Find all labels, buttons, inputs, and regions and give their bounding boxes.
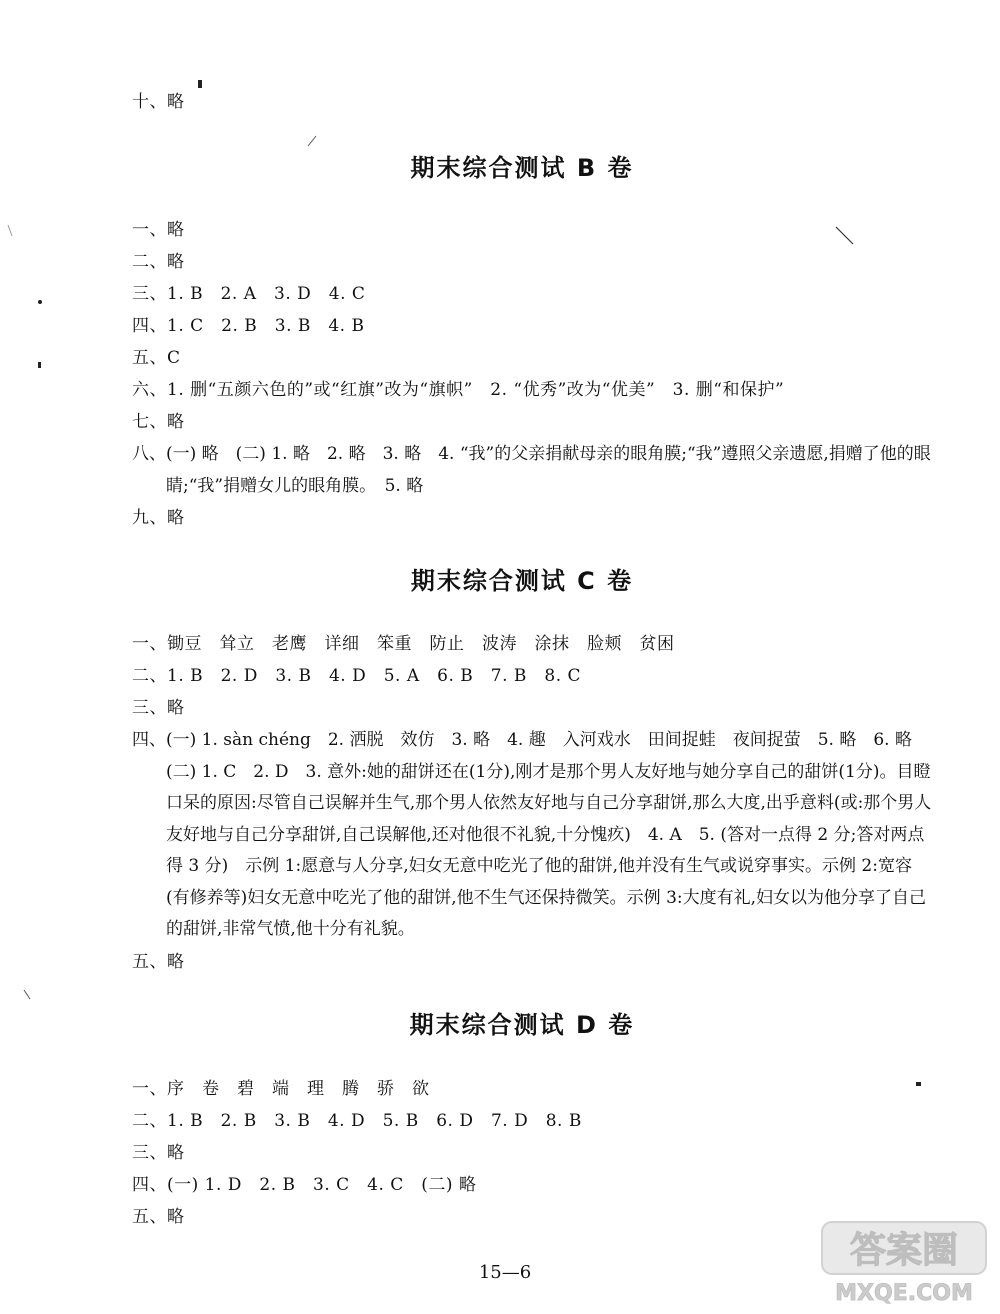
section-title: 期末综合测试 B 卷 [410,154,634,182]
answer-text: 四、(一) 1. sàn chéng 2. 洒脱 效仿 3. 略 4. 趣 入河戏水 田间捉蛙 夜间捉萤 5. 略 6. 略 (二) 1. C 2. D 3. 意外:她的甜饼还在(1分),刚才是那个男人友好地与她分享自己的甜饼(1分)。目瞪口呆的原因:尽管自己误解并生气,那个男人依然友好地与自己分享甜饼,那么大度,出乎意料(或:那个男人友好地与自己分享甜饼,自己误解他,还对他很不礼貌,十分愧疚) 4. A 5. (答对一点得 2 分;答对两点得 3 分) 示例 1:愿意与人分享,妇女无意中吃光了他的甜饼,他并没有生气或说穿事实。示例 2:宽容(有修养等)妇女无意中吃光了他的甜饼,他不生气还保持微笑。示例 3:大度有礼,妇女以为他分享了自己的甜饼,非常气愤,他十分有礼貌。 [132,730,932,939]
watermark-bottom-text: MXQE.COM [835,1281,973,1306]
page-number: 15—6 [478,1262,532,1283]
answer-line: 五、略 [132,1207,185,1227]
answer-line: 二、1. B 2. B 3. B 4. D 5. B 6. D 7. D 8. B [132,1111,582,1131]
answer-line: 七、略 [132,412,185,432]
section-title: 期末综合测试 C 卷 [410,567,634,595]
answer-line: 五、略 [132,952,185,972]
answer-line: 六、1. 删“五颜六色的”或“红旗”改为“旗帜” 2. “优秀”改为“优美” 3. 删“和保护” [132,380,785,400]
answer-line: 一、序 卷 碧 端 理 腾 骄 欲 [132,1079,430,1099]
answer-line: 三、略 [132,1143,185,1163]
answer-line: 五、C [132,348,181,368]
answer-line: 二、略 [132,252,185,272]
answer-paragraph [132,725,932,946]
watermark-logo [820,1218,990,1308]
answer-line: 三、1. B 2. A 3. D 4. C [132,284,366,304]
answer-line: 一、锄豆 耸立 老鹰 详细 笨重 防止 波涛 涂抹 脸颊 贫困 [132,634,675,654]
answer-line: 四、(一) 1. D 2. B 3. C 4. C (二) 略 [132,1175,477,1195]
answer-line: 一、略 [132,220,185,240]
answer-text: 八、(一) 略 (二) 1. 略 2. 略 3. 略 4. “我”的父亲捐献母亲的眼角膜;“我”遵照父亲遗愿,捐赠了他的眼睛;“我”捐赠女儿的眼角膜。 5. 略 [132,444,931,496]
answer-line: 三、略 [132,698,185,718]
watermark-top-text: 答案圈 [849,1230,959,1271]
answer-line: 二、1. B 2. D 3. B 4. D 5. A 6. B 7. B 8. C [132,666,582,686]
answer-paragraph [132,439,932,502]
answer-line: 九、略 [132,508,185,528]
section-title: 期末综合测试 D 卷 [409,1011,635,1039]
answer-line: 四、1. C 2. B 3. B 4. B [132,316,365,336]
answer-line: 十、略 [132,92,185,112]
